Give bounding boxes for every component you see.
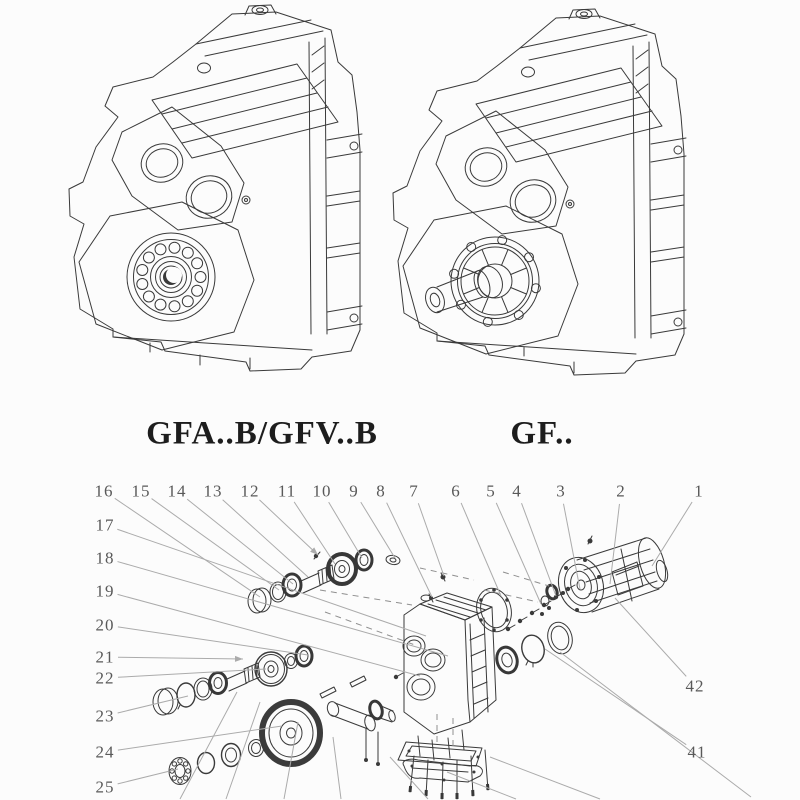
model-label-gf: GF.. — [510, 415, 574, 452]
part-callout: 19 — [95, 581, 115, 601]
leader-line — [496, 503, 541, 604]
part-callout: 3 — [556, 481, 566, 501]
motor — [540, 535, 671, 618]
part-callout: 18 — [95, 548, 115, 568]
leader-line — [461, 503, 501, 596]
part-callout: 21 — [95, 647, 115, 667]
model-label-gfab-gfvb: GFA..B/GFV..B — [146, 415, 378, 452]
part-callout: 20 — [95, 615, 115, 635]
face-spokes — [464, 250, 527, 313]
part-callout: 23 — [95, 706, 115, 726]
part-callout: 41 — [687, 742, 707, 762]
part-callout: 17 — [95, 515, 115, 535]
part-callout: 14 — [167, 481, 187, 501]
leader-line — [545, 649, 686, 745]
oil-seal-ring — [544, 619, 575, 656]
leader-line — [652, 502, 692, 566]
small-fasteners — [385, 554, 445, 679]
part-callout: 7 — [409, 481, 419, 501]
leader-line — [118, 627, 308, 655]
part-callout: 8 — [376, 481, 386, 501]
part-callout: 13 — [203, 481, 223, 501]
part-callout: 5 — [486, 481, 496, 501]
leader-line — [522, 503, 556, 596]
part-callout: 12 — [240, 481, 260, 501]
leader-line — [418, 503, 444, 576]
leader-line — [259, 500, 318, 555]
leader-line — [118, 726, 282, 750]
leader-line — [387, 503, 432, 597]
leader-line — [329, 502, 362, 558]
housing — [403, 593, 496, 760]
flange-bolt-holes — [450, 236, 541, 327]
leader-line — [115, 498, 260, 597]
gearbox-drawing-gf — [393, 9, 686, 375]
callout-leader-lines — [115, 498, 692, 784]
leader-line — [118, 769, 178, 784]
part-callout: 15 — [131, 481, 151, 501]
part-callout: 25 — [95, 777, 115, 797]
part-callout: 24 — [95, 742, 115, 762]
circlip-ring — [519, 633, 547, 667]
assembly-dashed-lines — [320, 568, 549, 747]
output-gear-assembly — [169, 676, 396, 785]
part-callout: 4 — [512, 481, 522, 501]
part-callout: 1 — [694, 481, 704, 501]
leader-line — [118, 657, 243, 659]
part-callout: 2 — [616, 481, 626, 501]
part-callout: 22 — [95, 668, 115, 688]
part-callout: 9 — [349, 481, 359, 501]
leader-line — [118, 669, 266, 677]
leader-line — [117, 529, 426, 636]
part-callout: 6 — [451, 481, 461, 501]
exploded-view — [153, 535, 751, 799]
leader-arrowhead — [235, 656, 243, 662]
part-callout: 10 — [312, 481, 332, 501]
part-callout: 16 — [94, 481, 114, 501]
gearbox-drawing-gfab — [69, 5, 362, 371]
part-callout: 42 — [685, 676, 705, 696]
leader-line — [615, 598, 686, 676]
bearing-ring — [494, 645, 520, 675]
part-callout: 11 — [277, 481, 297, 501]
